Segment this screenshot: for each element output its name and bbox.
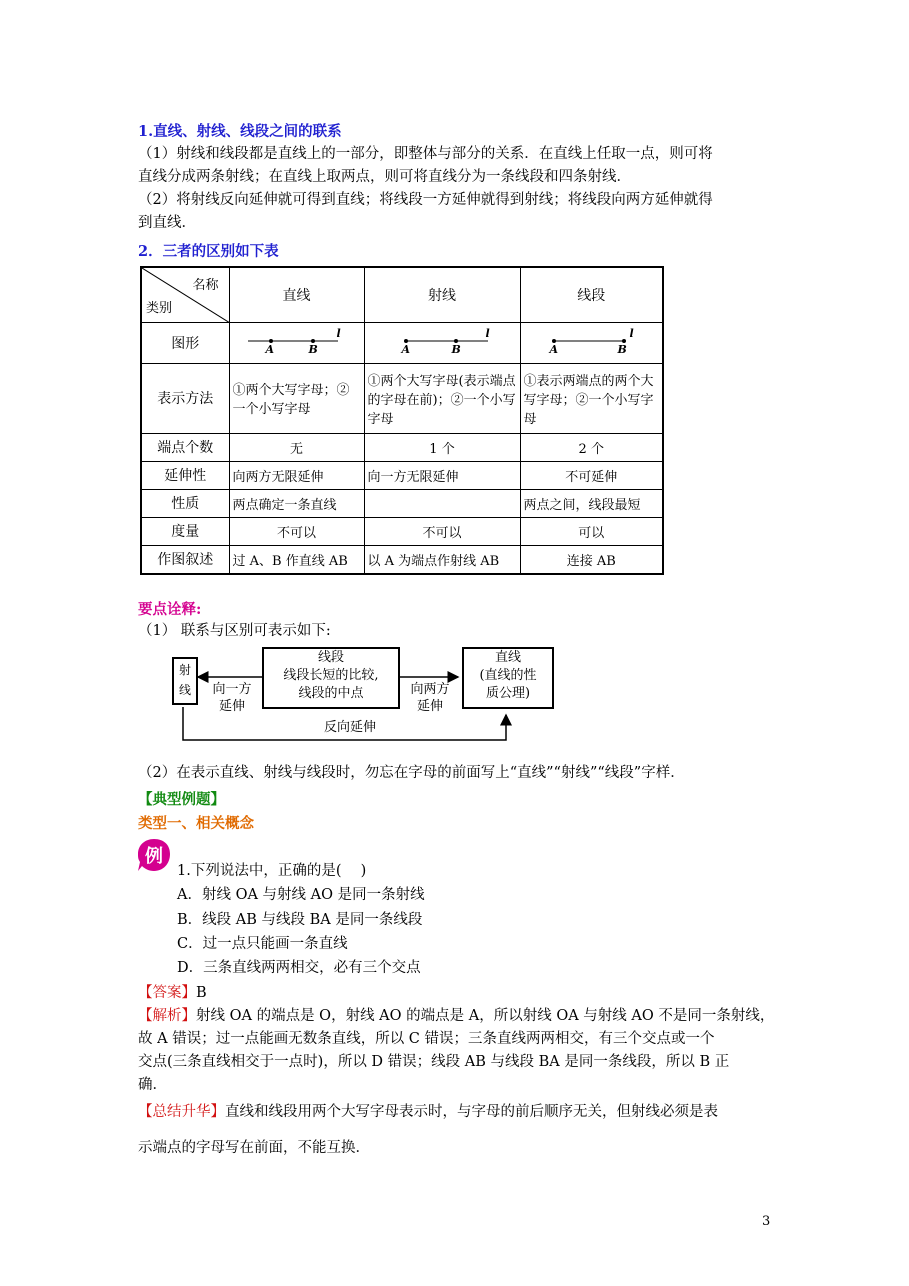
row-label-measure: 度量 (141, 517, 229, 545)
line-figure (233, 323, 361, 363)
answer-line (138, 982, 778, 1005)
comparison-table (140, 266, 664, 575)
cell-property-segment: 两点之间，线段最短 (520, 489, 663, 517)
cell-notation-segment: ①表示两端点的两个大写字母；②一个小写字母 (520, 363, 663, 433)
summary-tag: 【总结升华】 (138, 1104, 225, 1120)
row-label-property: 性质 (141, 489, 229, 517)
type-heading: 类型一、相关概念 (138, 815, 254, 832)
arrow-label-reverse: 反向延伸 (323, 720, 376, 735)
cell-measure-line: 不可以 (229, 517, 364, 545)
line-label-l: l (336, 326, 341, 340)
answer-value: B (196, 985, 207, 1001)
segment-box-line-1: 线段 (317, 650, 344, 665)
corner-label-name: 名称 (192, 278, 219, 293)
segment-box (262, 647, 400, 709)
column-header-line: 直线 (229, 267, 364, 322)
point-label-b: B (308, 342, 318, 356)
cell-extension-ray: 向一方无限延伸 (364, 461, 520, 489)
ray-box-label: 射线 (178, 663, 191, 697)
paragraph-2-line-1: （2）将射线反向延伸就可得到直线；将线段一方延伸就得到射线；将线段向两方延伸就得 (138, 192, 713, 208)
cell-construction-line: 过 A、B 作直线 AB (229, 545, 364, 574)
section-heading-relation: 1.直线、射线、线段之间的联系 (138, 123, 342, 140)
analysis-line-3: 交点(三条直线相交于一点时)，所以 D 错误；线段 AB 与线段 BA 是同一条线段，所以 B 正 (138, 1054, 730, 1070)
example-badge-text: 例 (145, 846, 163, 867)
summary-text-1: 直线和线段用两个大写字母表示时，与字母的前后顺序无关，但射线必须是表 (225, 1104, 718, 1120)
segment-box-line-2: 线段长短的比较, (283, 668, 379, 683)
figure-line-cell (229, 322, 364, 363)
point-label-a: A (549, 342, 559, 356)
ray-figure (368, 323, 517, 363)
arrow-label-right-line-1: 向两方 (410, 682, 450, 697)
line-box-line-2: (直线的性 (479, 668, 537, 683)
point-label-b: B (617, 342, 627, 356)
examples-heading: 【典型例题】 (138, 791, 225, 808)
row-label-endpoints: 端点个数 (141, 433, 229, 461)
ray-box (172, 657, 198, 705)
row-label-notation: 表示方法 (141, 363, 229, 433)
option-b: B．线段 AB 与线段 BA 是同一条线段 (177, 912, 423, 928)
line-box-line-3: 质公理) (485, 686, 531, 701)
option-c: C．过一点只能画一条直线 (177, 936, 348, 952)
arrow-label-left-line-2: 延伸 (218, 699, 245, 714)
point-label-a: A (401, 342, 411, 356)
ray-label-l: l (485, 326, 490, 340)
keypoints-heading: 要点诠释: (138, 601, 202, 618)
cell-endpoints-line: 无 (229, 433, 364, 461)
analysis-tag: 【解析】 (138, 1008, 196, 1024)
cell-property-line: 两点确定一条直线 (229, 489, 364, 517)
figure-segment-cell (520, 322, 663, 363)
relation-diagram (170, 645, 537, 745)
cell-construction-segment: 连接 AB (520, 545, 663, 574)
corner-label-category: 类别 (146, 300, 173, 316)
section-heading-difference: 2．三者的区别如下表 (138, 243, 279, 260)
paragraph-1-line-2: 直线分成两条射线；在直线上取两点，则可将直线分为一条线段和四条射线． (138, 169, 631, 185)
analysis-line-2: 故 A 错误；过一点能画无数条直线，所以 C 错误；三条直线两两相交，有三个交点或一个 (138, 1031, 715, 1047)
segment-box-line-3: 线段的中点 (298, 686, 364, 701)
example-badge (137, 838, 171, 872)
page-number: 3 (762, 1214, 771, 1229)
summary-line-1 (138, 1101, 788, 1124)
table-corner-cell (141, 267, 229, 322)
option-a: A．射线 OA 与射线 AO 是同一条射线 (177, 887, 425, 903)
arrow-label-one-direction (204, 681, 260, 715)
figure-ray-cell (364, 322, 520, 363)
keypoints-item-1: （1） 联系与区别可表示如下: (138, 623, 331, 639)
answer-tag: 【答案】 (138, 985, 196, 1001)
cell-endpoints-ray: 1 个 (364, 433, 520, 461)
point-label-b: B (451, 342, 461, 356)
cell-endpoints-segment: 2 个 (520, 433, 663, 461)
cell-notation-line: ①两个大写字母；②一个小写字母 (229, 363, 364, 433)
column-header-ray: 射线 (364, 267, 520, 322)
analysis-line-1 (138, 1005, 788, 1028)
analysis-text-1: 射线 OA 的端点是 O，射线 AO 的端点是 A，所以射线 OA 与射线 AO 不是同一条射线， (196, 1008, 775, 1024)
cell-measure-ray: 不可以 (364, 517, 520, 545)
row-label-construction: 作图叙述 (141, 545, 229, 574)
column-header-segment: 线段 (520, 267, 663, 322)
question-text: 1.下列说法中，正确的是( ) (177, 863, 367, 879)
cell-measure-segment: 可以 (520, 517, 663, 545)
arrow-label-right-line-2: 延伸 (416, 699, 443, 714)
keypoints-item-2: （2）在表示直线、射线与线段时，勿忘在字母的前面写上“直线”“射线”“线段”字样． (138, 765, 685, 781)
cell-notation-ray: ①两个大写字母(表示端点的字母在前)；②一个小写字母 (364, 363, 520, 433)
option-d: D．三条直线两两相交，必有三个交点 (177, 960, 421, 976)
arrow-label-two-directions (402, 681, 458, 715)
arrow-label-left-line-1: 向一方 (212, 682, 252, 697)
row-label-extension: 延伸性 (141, 461, 229, 489)
segment-figure (524, 323, 660, 363)
summary-line-2: 示端点的字母写在前面，不能互换． (138, 1140, 370, 1156)
cell-property-ray (364, 489, 520, 517)
line-box (462, 647, 554, 709)
paragraph-1-line-1: （1）射线和线段都是直线上的一部分，即整体与部分的关系．在直线上任取一点，则可将 (138, 146, 713, 162)
line-box-line-1: 直线 (494, 650, 521, 665)
cell-extension-line: 向两方无限延伸 (229, 461, 364, 489)
cell-extension-segment: 不可延伸 (520, 461, 663, 489)
point-label-a: A (265, 342, 275, 356)
segment-label-l: l (629, 326, 634, 340)
row-label-figure: 图形 (141, 322, 229, 363)
paragraph-2-line-2: 到直线． (138, 215, 196, 231)
analysis-line-4: 确． (138, 1077, 167, 1093)
cell-construction-ray: 以 A 为端点作射线 AB (364, 545, 520, 574)
